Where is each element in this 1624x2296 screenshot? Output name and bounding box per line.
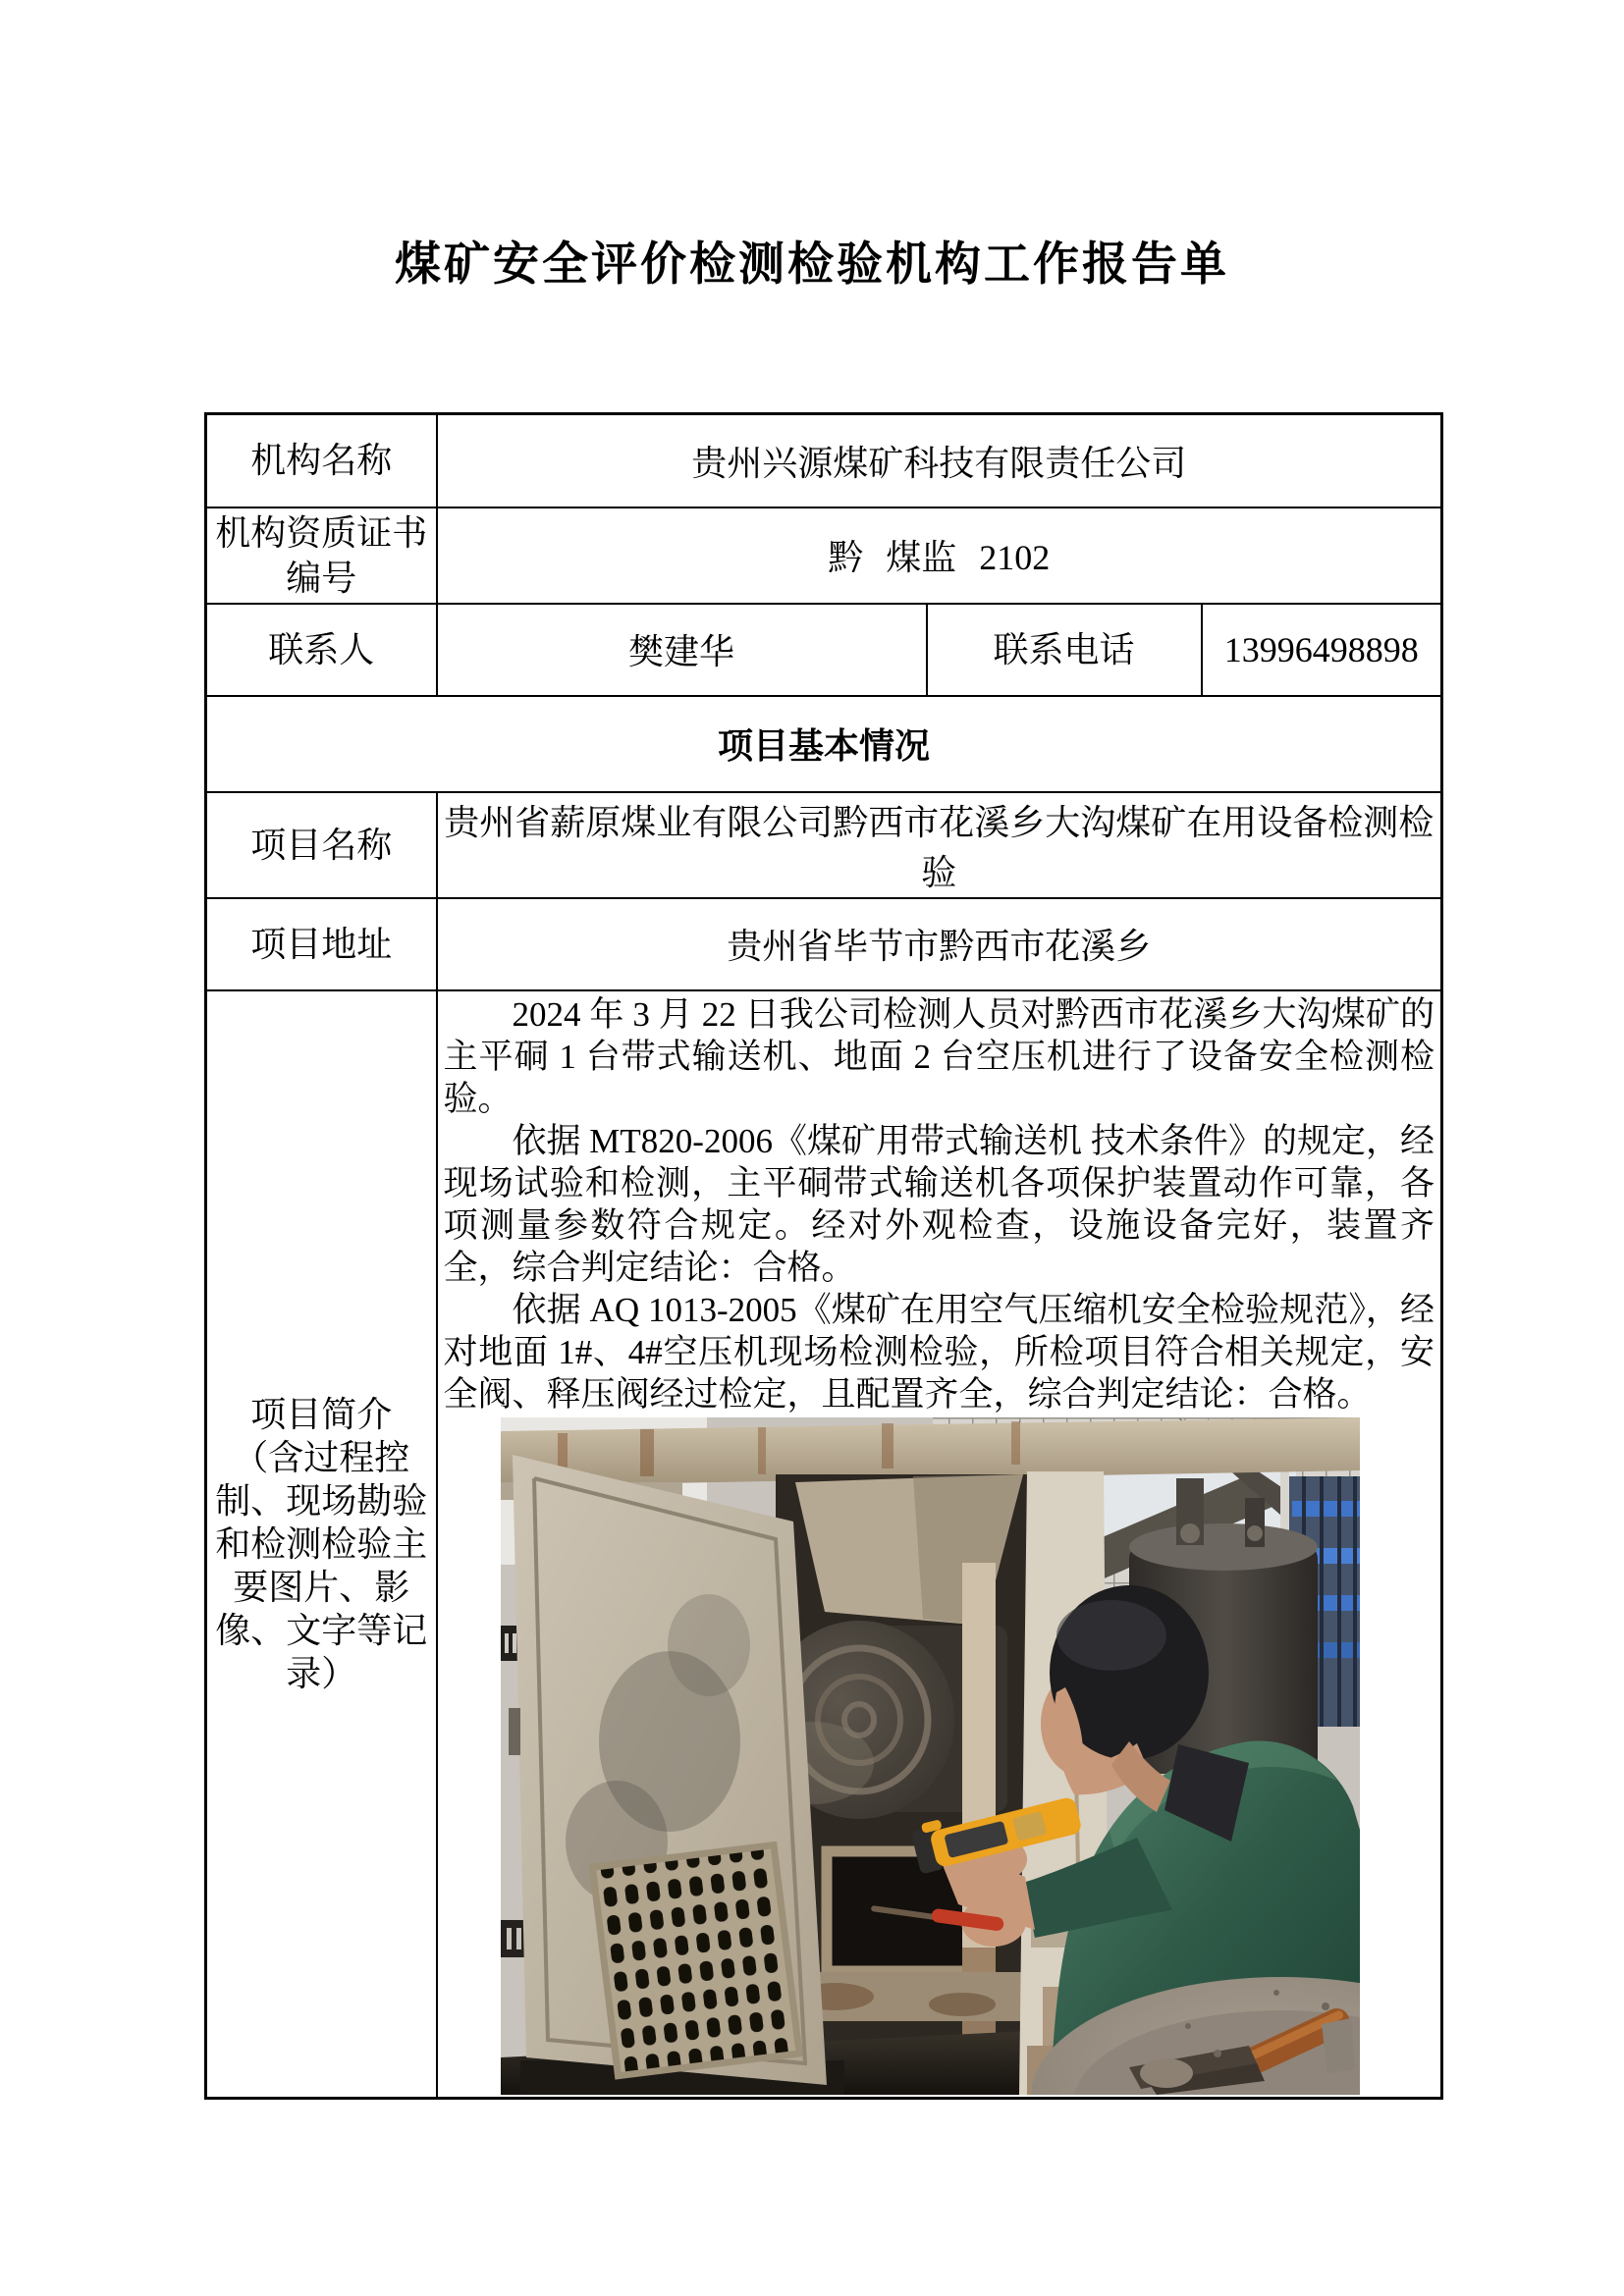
intro-label-title: 项目简介 [250,1394,393,1434]
intro-paragraphs [444,993,1435,1415]
intro-paragraph-2: 依据 MT820-2006《煤矿用带式输送机 技术条件》的规定，经现场试验和检测，主平硐带式输送机各项保护装置动作可靠，各项测量参数符合规定。经对外观检查，设施设备完好，装置齐全，综合判定结论：合格。 [443,1121,1435,1287]
inspection-site-photo [501,1417,1360,2095]
section-header: 项目基本情况 [206,696,1442,792]
intro-label-detail: （含过程控制、现场勘验和检测检验主要图片、影像、文字等记录） [215,1437,428,1693]
intro-label [206,990,437,2099]
project-name-label: 项目名称 [206,792,437,898]
org-name-value: 贵州兴源煤矿科技有限责任公司 [437,414,1442,507]
project-name-value: 贵州省薪原煤业有限公司黔西市花溪乡大沟煤矿在用设备检测检验 [437,792,1442,898]
intro-paragraph-3: 依据 AQ 1013-2005《煤矿在用空气压缩机安全检验规范》，经对地面 1#、4#空压机现场检测检验，所检项目符合相关规定，安全阀、释压阀经过检定，且配置齐全，综合判定结论：合格。 [443,1290,1435,1414]
intro-paragraph-1: 2024 年 3 月 22 日我公司检测人员对黔西市花溪乡大沟煤矿的主平硐 1 台带式输送机、地面 2 台空压机进行了设备安全检测检验。 [443,994,1435,1118]
row-project-intro [206,990,1442,2099]
row-org-name [206,414,1442,507]
report-table [204,412,1443,2100]
project-addr-label: 项目地址 [206,898,437,990]
contact-label: 联系人 [206,604,437,696]
project-addr-value: 贵州省毕节市黔西市花溪乡 [437,898,1442,990]
row-project-name [206,792,1442,898]
row-cert [206,507,1442,604]
phone-value: 13996498898 [1202,604,1442,696]
contact-value: 樊建华 [437,604,927,696]
cert-label: 机构资质证书编号 [206,507,437,604]
row-contact [206,604,1442,696]
org-name-label: 机构名称 [206,414,437,507]
open-cabinet-door [509,1455,827,2085]
row-project-address [206,898,1442,990]
page-title: 煤矿安全评价检测检验机构工作报告单 [395,238,1229,290]
cert-value: 黔 煤监 2102 [437,507,1442,604]
phone-label: 联系电话 [927,604,1202,696]
row-section-header [206,696,1442,792]
intro-content [437,990,1442,2099]
